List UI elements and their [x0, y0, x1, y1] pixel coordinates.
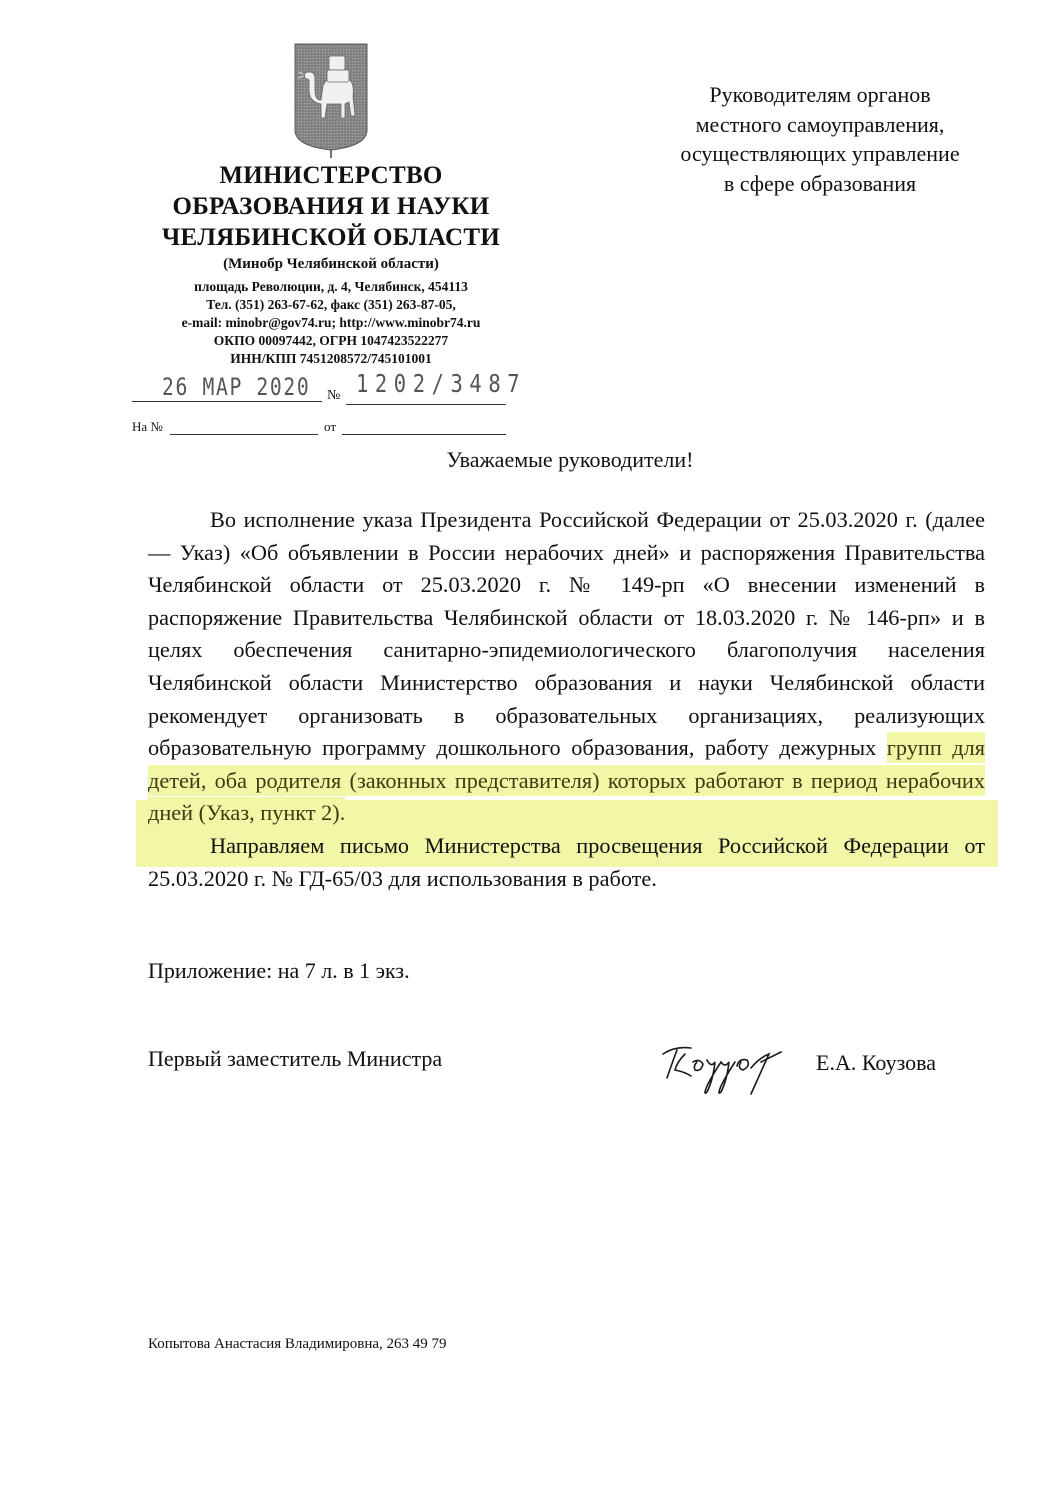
- contact-inn-kpp: ИНН/КПП 7451208572/745101001: [230, 351, 432, 366]
- addressee-line: в сфере образования: [723, 170, 917, 196]
- coat-of-arms-icon: [293, 42, 369, 160]
- ministry-title-line: ОБРАЗОВАНИЯ И НАУКИ: [172, 193, 490, 220]
- number-label: №: [327, 388, 341, 403]
- executor-contact: Копытова Анастасия Владимировна, 263 49 79: [148, 1336, 447, 1352]
- number-line: [346, 404, 506, 405]
- handwritten-signature-icon: [655, 1032, 795, 1100]
- ref-date-line: [342, 434, 506, 435]
- addressee-line: Руководителям органов: [709, 82, 931, 107]
- ministry-title: [130, 160, 532, 253]
- ministry-short-name: (Минобр Челябинской области): [223, 256, 439, 272]
- appendix-note: Приложение: на 7 л. в 1 экз.: [148, 958, 410, 983]
- body-paragraph-1-text: Во исполнение указа Президента Российской Федерации от 25.03.2020 г. (далее — Указ) «Об объявлении в России нерабочих дней» и распоряжения Правительства Челябинской области от 25.03.2020 г. № 149-рп «О внесении изменений в распоряжение Правительства Челябинской области от 18.03.2020 г. № 146-рп» и в целях обеспечения санитарно-эпидемиологического благополучия населения Челябинской области Министерство образования и науки Челябинской области рекомендует организовать в образовательных организациях, реализующих образовательную программу дошкольного образования, работу дежурных: [148, 507, 985, 761]
- contact-okpo-ogrn: ОКПО 00097442, ОГРН 1047423522277: [213, 333, 449, 348]
- letter-body: [148, 504, 985, 895]
- date-stamp: 26 МАР 2020: [162, 373, 311, 401]
- ministry-contacts: [130, 278, 532, 368]
- ref-from-label: от: [324, 419, 337, 434]
- addressee-block: [650, 80, 990, 198]
- ref-number-line: [170, 434, 318, 435]
- highlighted-text: групп для детей, оба родителя (законных представителя) которых работают в период нерабочих дней (Указ, пункт 2).: [148, 732, 985, 828]
- ministry-title-line: ЧЕЛЯБИНСКОЙ ОБЛАСТИ: [161, 224, 501, 251]
- addressee-line: осуществляющих управление: [680, 141, 960, 166]
- signatory-position: Первый заместитель Министра: [148, 1046, 443, 1071]
- greeting: Уважаемые руководители!: [446, 447, 694, 472]
- contact-address: площадь Революции, д. 4, Челябинск, 454113: [194, 279, 468, 294]
- ref-number-label: На №: [132, 419, 163, 434]
- contact-phone: Тел. (351) 263-67-62, факс (351) 263-87-05,: [206, 297, 456, 312]
- addressee-line: местного самоуправления,: [695, 111, 945, 137]
- signatory-name: Е.А. Коузова: [816, 1050, 936, 1075]
- camel-emblem-icon: [293, 42, 369, 160]
- body-paragraph-1: [148, 504, 985, 830]
- body-paragraph-2: Направляем письмо Министерства просвещения Российской Федерации от 25.03.2020 г. № ГД-65/03 для использования в работе.: [148, 832, 985, 891]
- date-line: [132, 401, 322, 402]
- ministry-title-line: МИНИСТЕРСТВО: [219, 162, 443, 189]
- number-stamp: 1202/3487: [356, 369, 527, 398]
- contact-email-web: e-mail: minobr@gov74.ru; http://www.minobr74.ru: [181, 315, 481, 330]
